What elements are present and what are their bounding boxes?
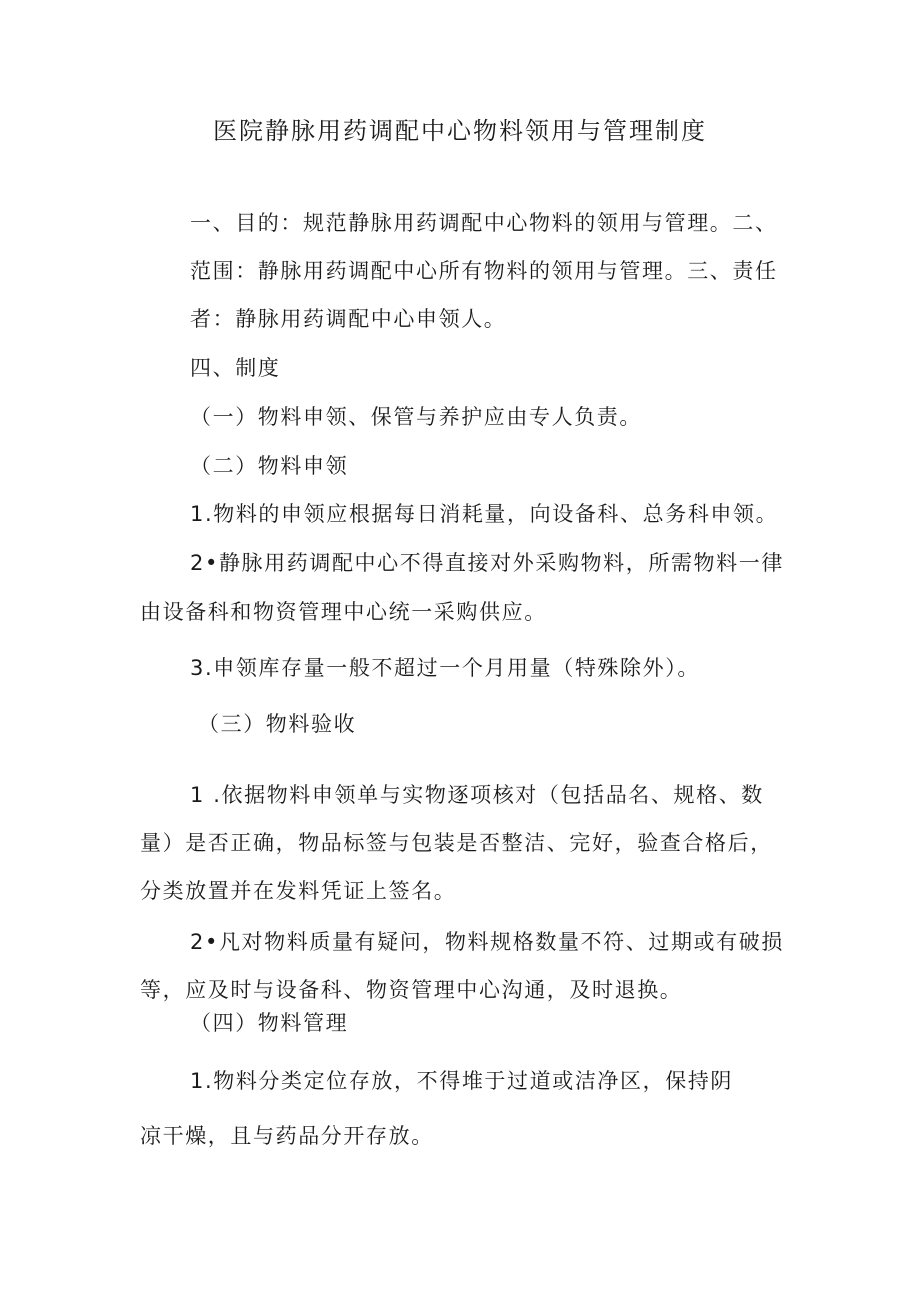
document-title: 医院静脉用药调配中心物料领用与管理制度: [213, 117, 707, 145]
item-3-2-line-2: 等，应及时与设备科、物资管理中心沟通，及时退换。: [140, 978, 683, 1002]
subsection-four-heading: （四）物料管理: [190, 1011, 349, 1035]
scope-line: 范围：静脉用药调配中心所有物料的领用与管理。三、责任: [190, 259, 778, 283]
responsible-line: 者：静脉用药调配中心申领人。: [190, 307, 507, 331]
item-4-1-line-2: 凉干燥，且与药品分开存放。: [140, 1124, 434, 1148]
item-3-1-line-3: 分类放置并在发料凭证上签名。: [140, 879, 457, 903]
item-4-1-line-1: 1.物料分类定位存放，不得堆于过道或洁净区，保持阴: [190, 1069, 734, 1093]
item-3-2-line-1: 2•凡对物料质量有疑问，物料规格数量不符、过期或有破损: [190, 930, 784, 954]
subsection-one: （一）物料申领、保管与养护应由专人负责。: [190, 405, 642, 429]
item-3-1-line-2: 量）是否正确，物品标签与包装是否整洁、完好，验查合格后，: [140, 831, 773, 855]
item-2-3: 3.申领库存量一般不超过一个月用量（特殊除外）。: [190, 656, 700, 680]
subsection-three-heading: （三）物料验收: [198, 712, 357, 736]
section-four-heading: 四、制度: [190, 356, 281, 380]
purpose-line-1: 一、目的：规范静脉用药调配中心物料的领用与管理。二、: [190, 211, 778, 235]
item-2-2-line-2: 由设备科和物资管理中心统一采购供应。: [140, 600, 547, 624]
item-3-1-line-1: 1 .依据物料申领单与实物逐项核对（包括品名、规格、数: [190, 783, 764, 807]
item-2-2-line-1: 2•静脉用药调配中心不得直接对外采购物料，所需物料一律: [190, 551, 784, 575]
subsection-two-heading: （二）物料申领: [190, 454, 349, 478]
item-2-1: 1.物料的申领应根据每日消耗量，向设备科、总务科申领。: [190, 502, 779, 526]
